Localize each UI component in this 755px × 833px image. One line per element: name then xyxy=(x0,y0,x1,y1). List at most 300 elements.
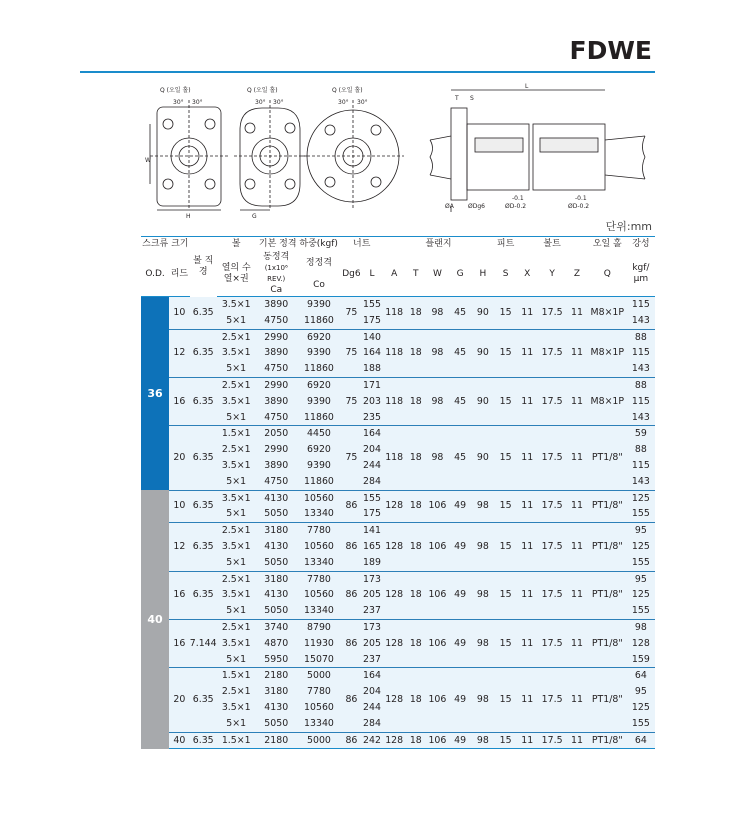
ca-cell: 2180 xyxy=(256,732,297,749)
technical-drawing xyxy=(140,80,660,220)
h-cell: 90 xyxy=(471,297,495,330)
co-cell: 5000 xyxy=(297,732,341,749)
turns2-label: 열×권 xyxy=(223,274,249,284)
stiffness-cell: 88 xyxy=(627,377,655,393)
x-cell: 11 xyxy=(516,668,538,732)
q-cell: PT1/8" xyxy=(588,490,627,523)
turns-cell: 5×1 xyxy=(217,603,256,619)
stiffness-cell: 59 xyxy=(627,426,655,442)
table-row xyxy=(141,732,655,749)
dg6-cell: 75 xyxy=(341,297,362,330)
s-cell: 15 xyxy=(495,490,517,523)
col-turns xyxy=(217,252,256,297)
col-load-rating: 기본 정격 하중(kgf) xyxy=(256,237,341,253)
od-cell: 36 xyxy=(141,297,169,491)
col-ball-dia: 볼 직경 xyxy=(190,237,217,297)
dim-d2-tol: -0.1 xyxy=(575,195,587,202)
l-cell: 284 xyxy=(362,716,383,732)
g-cell: 45 xyxy=(449,426,471,490)
dynamic-label: 동정격 xyxy=(263,252,290,262)
ball-dia-cell: 6.35 xyxy=(190,523,217,571)
dg6-cell: 86 xyxy=(341,523,362,571)
z-cell: 11 xyxy=(566,329,588,377)
stiffness-cell: 88 xyxy=(627,329,655,345)
ca-cell: 5050 xyxy=(256,716,297,732)
h-label: H xyxy=(186,213,191,220)
l-cell: 164 xyxy=(362,668,383,684)
stiffness-cell: 115 xyxy=(627,394,655,410)
a-cell: 128 xyxy=(382,619,406,667)
co-cell: 10560 xyxy=(297,490,341,506)
x-cell: 11 xyxy=(516,490,538,523)
col-od: O.D. xyxy=(141,252,169,297)
ball-dia-cell: 6.35 xyxy=(190,426,217,490)
z-cell: 11 xyxy=(566,732,588,749)
co-cell: 13340 xyxy=(297,716,341,732)
ca-cell: 4130 xyxy=(256,490,297,506)
q-label-1: Q (오일 홀) xyxy=(160,87,191,94)
col-w: W xyxy=(426,252,450,297)
y-cell: 17.5 xyxy=(538,377,566,425)
w-cell: 98 xyxy=(426,297,450,330)
ball-dia-cell: 6.35 xyxy=(190,490,217,523)
lead-cell: 16 xyxy=(169,619,190,667)
g-cell: 45 xyxy=(449,377,471,425)
turns-cell: 5×1 xyxy=(217,313,256,329)
flange-view-1 xyxy=(150,100,228,210)
dim-a-label: ØA xyxy=(445,203,454,210)
col-oil-hole: 오일 홀 xyxy=(588,237,627,253)
g-cell: 45 xyxy=(449,329,471,377)
stiffness-cell: 143 xyxy=(627,410,655,426)
co-cell: 6920 xyxy=(297,329,341,345)
h-cell: 98 xyxy=(471,523,495,571)
t-cell: 18 xyxy=(406,329,425,377)
t-cell: 18 xyxy=(406,668,425,732)
s-cell: 15 xyxy=(495,571,517,619)
a-cell: 128 xyxy=(382,523,406,571)
s-cell: 15 xyxy=(495,426,517,490)
stiffness-cell: 95 xyxy=(627,523,655,539)
g-cell: 49 xyxy=(449,732,471,749)
h-cell: 98 xyxy=(471,490,495,523)
table-row xyxy=(141,523,655,539)
ca-cell: 3740 xyxy=(256,619,297,635)
col-h: H xyxy=(471,252,495,297)
l-cell: 244 xyxy=(362,458,383,474)
w-cell: 98 xyxy=(426,329,450,377)
turns-cell: 1.5×1 xyxy=(217,668,256,684)
turns-label: 열의 수 xyxy=(221,263,251,273)
co-cell: 11860 xyxy=(297,313,341,329)
q-cell: M8×1P xyxy=(588,297,627,330)
w-cell: 106 xyxy=(426,571,450,619)
co-cell: 4450 xyxy=(297,426,341,442)
l-cell: 155 xyxy=(362,490,383,506)
a-cell: 128 xyxy=(382,490,406,523)
ca-cell: 5950 xyxy=(256,652,297,668)
col-static xyxy=(297,252,341,297)
turns-cell: 5×1 xyxy=(217,410,256,426)
q-label-3: Q (오일 홀) xyxy=(332,87,363,94)
turns-cell: 2.5×1 xyxy=(217,329,256,345)
z-cell: 11 xyxy=(566,297,588,330)
a-cell: 118 xyxy=(382,329,406,377)
angle-label-2: 30° xyxy=(192,99,203,106)
co-cell: 6920 xyxy=(297,442,341,458)
ca-cell: 3890 xyxy=(256,297,297,313)
turns-cell: 2.5×1 xyxy=(217,619,256,635)
col-l: L xyxy=(362,252,383,297)
h-cell: 90 xyxy=(471,377,495,425)
col-bolt: 볼트 xyxy=(516,237,587,253)
ball-dia-cell: 6.35 xyxy=(190,377,217,425)
nut-side-view xyxy=(430,90,645,212)
a-cell: 128 xyxy=(382,732,406,749)
col-z: Z xyxy=(566,252,588,297)
col-s: S xyxy=(495,252,517,297)
ball-dia-cell: 6.35 xyxy=(190,732,217,749)
t-cell: 18 xyxy=(406,297,425,330)
co-label: Co xyxy=(313,279,325,290)
stiffness-cell: 95 xyxy=(627,684,655,700)
l-cell: 237 xyxy=(362,652,383,668)
title-rule xyxy=(80,71,655,73)
lead-cell: 12 xyxy=(169,523,190,571)
w-cell: 98 xyxy=(426,426,450,490)
dg6-cell: 86 xyxy=(341,619,362,667)
col-fit: 피트 xyxy=(495,237,517,253)
s-label: S xyxy=(470,95,474,102)
turns-cell: 3.5×1 xyxy=(217,587,256,603)
co-cell: 11930 xyxy=(297,636,341,652)
l-cell: 140 xyxy=(362,329,383,345)
col-x: X xyxy=(516,252,538,297)
stiffness-cell: 64 xyxy=(627,668,655,684)
col-stiffness: 강성 xyxy=(627,237,655,253)
co-cell: 9390 xyxy=(297,297,341,313)
col-q: Q xyxy=(588,252,627,297)
dg6-cell: 75 xyxy=(341,426,362,490)
q-cell: M8×1P xyxy=(588,377,627,425)
ball-dia-cell: 6.35 xyxy=(190,571,217,619)
a-cell: 118 xyxy=(382,426,406,490)
co-cell: 7780 xyxy=(297,523,341,539)
y-cell: 17.5 xyxy=(538,571,566,619)
l-cell: 171 xyxy=(362,377,383,393)
g-cell: 49 xyxy=(449,490,471,523)
dg6-cell: 86 xyxy=(341,668,362,732)
table-row xyxy=(141,377,655,393)
h-cell: 90 xyxy=(471,426,495,490)
stiffness-cell: 155 xyxy=(627,716,655,732)
lead-cell: 20 xyxy=(169,668,190,732)
turns-cell: 3.5×1 xyxy=(217,394,256,410)
a-cell: 128 xyxy=(382,571,406,619)
flange-view-2 xyxy=(234,100,308,210)
l-cell: 244 xyxy=(362,700,383,716)
stiffness-cell: 64 xyxy=(627,732,655,749)
stiffness-cell: 115 xyxy=(627,458,655,474)
stiffness-cell: 155 xyxy=(627,506,655,522)
ca-cell: 4870 xyxy=(256,636,297,652)
co-cell: 6920 xyxy=(297,377,341,393)
turns-cell: 2.5×1 xyxy=(217,571,256,587)
s-cell: 15 xyxy=(495,732,517,749)
t-label: T xyxy=(455,95,459,102)
ca-cell: 4130 xyxy=(256,700,297,716)
ca-cell: 3180 xyxy=(256,523,297,539)
angle-label-6: 30° xyxy=(357,99,368,106)
y-cell: 17.5 xyxy=(538,329,566,377)
dg6-cell: 86 xyxy=(341,571,362,619)
col-g: G xyxy=(449,252,471,297)
q-cell: PT1/8" xyxy=(588,571,627,619)
x-cell: 11 xyxy=(516,377,538,425)
z-cell: 11 xyxy=(566,571,588,619)
ca-cell: 2990 xyxy=(256,329,297,345)
ca-cell: 4750 xyxy=(256,410,297,426)
w-cell: 98 xyxy=(426,377,450,425)
stiffness-cell: 125 xyxy=(627,587,655,603)
flange-view-3 xyxy=(302,100,404,210)
spec-table xyxy=(141,236,655,749)
ca-cell: 5050 xyxy=(256,506,297,522)
turns-cell: 3.5×1 xyxy=(217,458,256,474)
co-cell: 7780 xyxy=(297,571,341,587)
ca-cell: 5050 xyxy=(256,555,297,571)
z-cell: 11 xyxy=(566,426,588,490)
t-cell: 18 xyxy=(406,490,425,523)
t-cell: 18 xyxy=(406,523,425,571)
l-cell: 203 xyxy=(362,394,383,410)
lead-cell: 20 xyxy=(169,426,190,490)
turns-cell: 2.5×1 xyxy=(217,377,256,393)
s-cell: 15 xyxy=(495,377,517,425)
stiffness-cell: 143 xyxy=(627,361,655,377)
t-cell: 18 xyxy=(406,732,425,749)
table-row xyxy=(141,297,655,313)
col-screw-size: 스크류 크기 xyxy=(141,237,190,253)
stiffness-cell: 155 xyxy=(627,555,655,571)
t-cell: 18 xyxy=(406,426,425,490)
table-row xyxy=(141,619,655,635)
ca-cell: 2990 xyxy=(256,377,297,393)
x-cell: 11 xyxy=(516,732,538,749)
l-cell: 189 xyxy=(362,555,383,571)
dim-dg6-label: ØDg6 xyxy=(468,203,485,210)
stiffness-cell: 115 xyxy=(627,297,655,313)
stiffness-cell: 155 xyxy=(627,603,655,619)
l-cell: 188 xyxy=(362,361,383,377)
co-cell: 11860 xyxy=(297,410,341,426)
turns-cell: 3.5×1 xyxy=(217,700,256,716)
l-cell: 205 xyxy=(362,587,383,603)
col-t: T xyxy=(406,252,425,297)
x-cell: 11 xyxy=(516,297,538,330)
col-dg6: Dg6 xyxy=(341,252,362,297)
y-cell: 17.5 xyxy=(538,523,566,571)
a-cell: 118 xyxy=(382,377,406,425)
q-cell: M8×1P xyxy=(588,329,627,377)
co-cell: 15070 xyxy=(297,652,341,668)
stiffness-cell: 128 xyxy=(627,636,655,652)
x-cell: 11 xyxy=(516,571,538,619)
ca-cell: 3890 xyxy=(256,345,297,361)
stiffness-cell: 159 xyxy=(627,652,655,668)
a-cell: 128 xyxy=(382,668,406,732)
w-cell: 106 xyxy=(426,523,450,571)
stiffness-cell: 95 xyxy=(627,571,655,587)
lead-cell: 16 xyxy=(169,571,190,619)
co-cell: 13340 xyxy=(297,603,341,619)
z-cell: 11 xyxy=(566,377,588,425)
l-cell: 164 xyxy=(362,345,383,361)
l-cell: 173 xyxy=(362,619,383,635)
stiffness-cell: 125 xyxy=(627,539,655,555)
y-cell: 17.5 xyxy=(538,297,566,330)
turns-cell: 1.5×1 xyxy=(217,732,256,749)
co-cell: 13340 xyxy=(297,555,341,571)
dg6-cell: 86 xyxy=(341,732,362,749)
s-cell: 15 xyxy=(495,668,517,732)
lead-cell: 10 xyxy=(169,490,190,523)
co-cell: 7780 xyxy=(297,684,341,700)
co-cell: 10560 xyxy=(297,700,341,716)
co-cell: 5000 xyxy=(297,668,341,684)
ca-cell: 2050 xyxy=(256,426,297,442)
dim-d1-label: ØD-0.2 xyxy=(505,203,527,210)
l-cell: 204 xyxy=(362,684,383,700)
t-cell: 18 xyxy=(406,619,425,667)
l-cell: 173 xyxy=(362,571,383,587)
w-cell: 106 xyxy=(426,732,450,749)
co-cell: 11860 xyxy=(297,361,341,377)
ca-cell: 4130 xyxy=(256,539,297,555)
col-stiffness-unit: kgf/μm xyxy=(627,252,655,297)
od-cell: 40 xyxy=(141,490,169,749)
lead-cell: 12 xyxy=(169,329,190,377)
z-cell: 11 xyxy=(566,619,588,667)
table-row xyxy=(141,490,655,506)
stiffness-cell: 88 xyxy=(627,442,655,458)
t-cell: 18 xyxy=(406,377,425,425)
co-cell: 8790 xyxy=(297,619,341,635)
ca-cell: 4750 xyxy=(256,474,297,490)
angle-label-3: 30° xyxy=(255,99,266,106)
g-cell: 45 xyxy=(449,297,471,330)
co-cell: 10560 xyxy=(297,587,341,603)
t-cell: 18 xyxy=(406,571,425,619)
y-cell: 17.5 xyxy=(538,668,566,732)
dg6-cell: 86 xyxy=(341,490,362,523)
col-dynamic xyxy=(256,252,297,297)
l-cell: 242 xyxy=(362,732,383,749)
co-cell: 13340 xyxy=(297,506,341,522)
y-cell: 17.5 xyxy=(538,732,566,749)
l-cell: 235 xyxy=(362,410,383,426)
w-label: W xyxy=(145,157,151,164)
co-cell: 9390 xyxy=(297,394,341,410)
ca-cell: 5050 xyxy=(256,603,297,619)
ca-cell: 3180 xyxy=(256,684,297,700)
w-cell: 106 xyxy=(426,668,450,732)
unit-label: 단위:mm xyxy=(605,220,652,233)
turns-cell: 3.5×1 xyxy=(217,490,256,506)
table-row xyxy=(141,426,655,442)
stiffness-cell: 125 xyxy=(627,700,655,716)
h-cell: 98 xyxy=(471,732,495,749)
ca-cell: 3890 xyxy=(256,394,297,410)
stiffness-cell: 143 xyxy=(627,313,655,329)
l-cell: 155 xyxy=(362,297,383,313)
q-cell: PT1/8" xyxy=(588,668,627,732)
co-cell: 11860 xyxy=(297,474,341,490)
turns-cell: 5×1 xyxy=(217,652,256,668)
x-cell: 11 xyxy=(516,329,538,377)
h-cell: 98 xyxy=(471,668,495,732)
l-cell: 165 xyxy=(362,539,383,555)
turns-cell: 5×1 xyxy=(217,555,256,571)
z-cell: 11 xyxy=(566,490,588,523)
h-cell: 98 xyxy=(471,619,495,667)
lead-cell: 10 xyxy=(169,297,190,330)
z-cell: 11 xyxy=(566,523,588,571)
ca-cell: 4130 xyxy=(256,587,297,603)
dg6-cell: 75 xyxy=(341,329,362,377)
l-cell: 204 xyxy=(362,442,383,458)
table-row xyxy=(141,329,655,345)
l-cell: 284 xyxy=(362,474,383,490)
turns-cell: 1.5×1 xyxy=(217,426,256,442)
z-cell: 11 xyxy=(566,668,588,732)
static-label: 정정격 xyxy=(305,257,333,268)
col-y: Y xyxy=(538,252,566,297)
y-cell: 17.5 xyxy=(538,490,566,523)
l-cell: 175 xyxy=(362,313,383,329)
table-row xyxy=(141,668,655,684)
angle-label-1: 30° xyxy=(173,99,184,106)
col-balls: 볼 xyxy=(217,237,256,253)
ball-dia-cell: 6.35 xyxy=(190,329,217,377)
turns-cell: 2.5×1 xyxy=(217,442,256,458)
co-cell: 9390 xyxy=(297,345,341,361)
ca-cell: 4750 xyxy=(256,361,297,377)
l-cell: 205 xyxy=(362,636,383,652)
q-cell: PT1/8" xyxy=(588,523,627,571)
q-cell: PT1/8" xyxy=(588,619,627,667)
turns-cell: 3.5×1 xyxy=(217,345,256,361)
col-nut: 너트 xyxy=(341,237,382,253)
turns-cell: 5×1 xyxy=(217,474,256,490)
co-cell: 10560 xyxy=(297,539,341,555)
ca-cell: 3890 xyxy=(256,458,297,474)
ball-dia-cell: 6.35 xyxy=(190,297,217,330)
ca-cell: 2180 xyxy=(256,668,297,684)
turns-cell: 2.5×1 xyxy=(217,684,256,700)
dim-d2-label: ØD-0.2 xyxy=(568,203,590,210)
page-title: FDWE xyxy=(569,36,652,65)
ca-cell: 4750 xyxy=(256,313,297,329)
table-row xyxy=(141,571,655,587)
col-a: A xyxy=(382,252,406,297)
ca-cell: 3180 xyxy=(256,571,297,587)
s-cell: 15 xyxy=(495,523,517,571)
l-cell: 164 xyxy=(362,426,383,442)
g-label: G xyxy=(252,213,257,220)
s-cell: 15 xyxy=(495,297,517,330)
turns-cell: 3.5×1 xyxy=(217,636,256,652)
